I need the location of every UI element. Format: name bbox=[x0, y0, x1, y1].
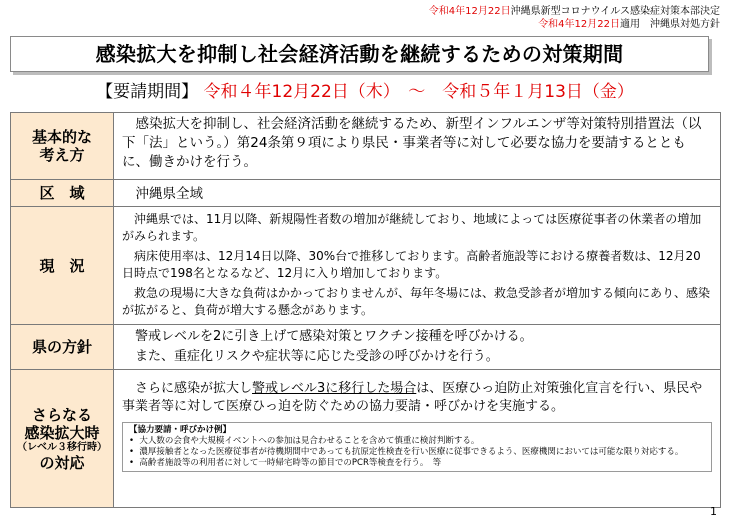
period-label: 【要請期間】 bbox=[96, 82, 199, 102]
status-p1: 沖縄県では、11月以降、新規陽性者数の増加が継続しており、地域によっては医療従事者の休業者の増加がみられます。 bbox=[122, 212, 702, 243]
content-policy bbox=[114, 325, 721, 370]
basic-text: 感染拡大を抑制し、社会経済活動を継続するため、新型インフルエンザ等対策特別措置法（以下「法」という。）第24条第９項により県民・事業者等に対して必要な協力を要請するとともに、働きかけを行う。 bbox=[122, 116, 702, 170]
period-value: 令和４年12月22日（木） ～ 令和５年１月13日（金） bbox=[203, 82, 634, 102]
content-area bbox=[114, 180, 721, 207]
row-status bbox=[11, 207, 721, 325]
label-area: 区 域 bbox=[11, 180, 114, 207]
further-text bbox=[122, 380, 712, 416]
content-basic bbox=[114, 113, 721, 180]
label-further-line2: 感染拡大時 bbox=[24, 423, 100, 442]
policy-p1: 警戒レベルを2に引き上げて感染対策とワクチン接種を呼びかける。 bbox=[135, 329, 533, 344]
label-further-line1: さらなる bbox=[31, 405, 92, 424]
request-examples-header: 【協力要請・呼びかけ例】 bbox=[129, 425, 232, 435]
page-number: 1 bbox=[710, 505, 717, 518]
decision-text: 沖縄県新型コロナウイルス感染症対策本部決定 bbox=[510, 6, 720, 17]
request-example-item: • 高齢者施設等の利用者に対して一時帰宅時等の節目でのPCR等検査を行う。 等 bbox=[129, 458, 442, 468]
further-text-post: は、医療ひっ迫防止対策強化宣言を行い、県民や事業者等に対して医療ひっ迫を防ぐための協力要請・呼びかけを実施する。 bbox=[122, 381, 703, 414]
further-text-pre: さらに感染が拡大し bbox=[135, 381, 253, 396]
decision-date: 令和4年12月22日 bbox=[428, 6, 511, 17]
label-basic-line2: 考え方 bbox=[39, 146, 85, 164]
row-further bbox=[11, 370, 721, 508]
label-policy: 県の方針 bbox=[11, 325, 114, 370]
area-text: 沖縄県全域 bbox=[135, 185, 203, 202]
label-further-line3: （レベル３移行時） bbox=[17, 441, 107, 453]
label-further bbox=[11, 370, 114, 508]
request-examples-box bbox=[122, 422, 712, 472]
status-p2: 病床使用率は、12月14日以降、30%台で推移しております。高齢者施設等における療養者数は、12月20日時点で198名となるなど、12月に入り増加しております。 bbox=[122, 249, 701, 280]
request-example-item: • 大人数の会食や大規模イベントへの参加は見合わせることを含めて慎重に検討判断する。 bbox=[129, 436, 480, 446]
policy-p2: また、重症化リスクや症状等に応じた受診の呼びかけを行う。 bbox=[135, 349, 499, 364]
status-p3: 救急の現場に大きな負荷はかかっておりませんが、毎年冬場には、救急受診者が増加する傾向にあり、感染が拡がると、負荷が増大する懸念があります。 bbox=[122, 286, 711, 317]
request-period bbox=[0, 82, 730, 102]
further-text-underline: 警戒レベル3に移行した場合 bbox=[252, 381, 417, 396]
label-further-line4: の対応 bbox=[39, 453, 85, 472]
label-status: 現 況 bbox=[11, 207, 114, 325]
content-further bbox=[114, 370, 721, 508]
content-status bbox=[114, 207, 721, 325]
decision-header bbox=[429, 6, 720, 18]
applied-text: 適用 沖縄県対処方針 bbox=[620, 19, 720, 30]
row-area bbox=[11, 180, 721, 207]
row-policy bbox=[11, 325, 721, 370]
label-basic bbox=[11, 113, 114, 180]
row-basic bbox=[11, 113, 721, 180]
applied-header bbox=[538, 19, 720, 31]
measures-table bbox=[10, 112, 721, 508]
label-basic-line1: 基本的な bbox=[31, 128, 92, 146]
applied-date: 令和4年12月22日 bbox=[538, 19, 620, 30]
request-example-item: • 濃厚接触者となった医療従事者が待機期間中であっても抗原定性検査を行い医療に従事できるよう、医療機関においては可能な限り対応する。 bbox=[129, 447, 684, 457]
page-title: 感染拡大を抑制し社会経済活動を継続するための対策期間 bbox=[10, 36, 709, 72]
